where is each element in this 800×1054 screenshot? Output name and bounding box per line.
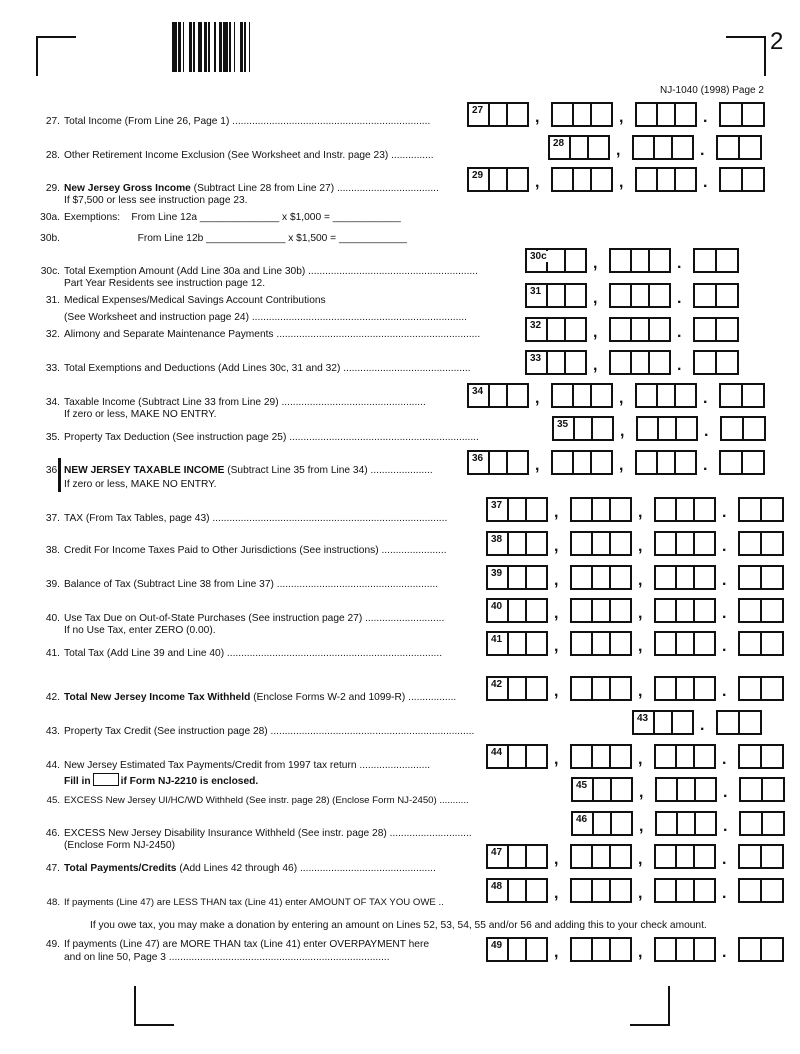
- line-28: [20, 150, 434, 162]
- digit-group-box[interactable]: [636, 416, 698, 441]
- cents-box[interactable]: [738, 937, 784, 962]
- fill-in-label: Fill in: [64, 776, 91, 787]
- thousands-comma: ,: [554, 638, 559, 655]
- line-text: Exemptions: From Line 12a ______________ x $1,000 = ____________: [64, 212, 401, 223]
- cents-box[interactable]: [738, 844, 784, 869]
- cents-box[interactable]: [738, 676, 784, 701]
- digit-group-box[interactable]: [632, 135, 694, 160]
- line-bold-text: Total New Jersey Income Tax Withheld: [64, 692, 251, 703]
- thousands-comma: ,: [638, 605, 643, 622]
- line-text: Property Tax Deduction (See instruction page 25) ...................................................................: [64, 432, 479, 443]
- box-line-label: 41: [491, 634, 503, 645]
- cents-box[interactable]: [693, 283, 739, 308]
- box-line-label: 39: [491, 568, 503, 579]
- decimal-point: .: [722, 605, 727, 622]
- line-text: TAX (From Tax Tables, page 43) ...................................................................................: [64, 513, 448, 524]
- corner-mark-top-left: [36, 36, 76, 76]
- box-line-label: 30c: [530, 251, 547, 262]
- digit-group-box[interactable]: [609, 283, 671, 308]
- line-29: [20, 183, 439, 195]
- line-text: Balance of Tax (Subtract Line 38 from Line 37) .........................................................: [64, 579, 439, 590]
- thousands-comma: ,: [638, 885, 643, 902]
- cents-box[interactable]: [738, 497, 784, 522]
- line-text: (Subtract Line 35 from Line 34) ......................: [224, 465, 433, 476]
- digit-group-box[interactable]: [551, 102, 613, 127]
- digit-group-box[interactable]: [609, 317, 671, 342]
- line-number: 44.: [45, 760, 60, 771]
- line-46-note: (Enclose Form NJ-2450): [64, 840, 175, 851]
- line-30b: [20, 233, 407, 245]
- thousands-comma: ,: [554, 683, 559, 700]
- line-text: Total Exemptions and Deductions (Add Lines 30c, 31 and 32) .............................................: [64, 363, 471, 374]
- box-line-label: 45: [576, 780, 588, 791]
- cents-box[interactable]: [738, 531, 784, 556]
- line-text: New Jersey Estimated Tax Payments/Credit from 1997 tax return .........................: [64, 760, 431, 771]
- line-number: 45.: [46, 795, 60, 806]
- line-number: 31.: [45, 295, 60, 306]
- line-text: EXCESS New Jersey UI/HC/WD Withheld (See instr. page 28) (Enclose Form NJ-2450) ...........: [64, 795, 469, 806]
- box-line-label: 49: [491, 940, 503, 951]
- digit-group-box[interactable]: [570, 565, 632, 590]
- digit-group-box[interactable]: [570, 598, 632, 623]
- digit-group-box[interactable]: [551, 167, 613, 192]
- decimal-point: .: [677, 357, 682, 374]
- line-text: EXCESS New Jersey Disability Insurance Withheld (See instr. page 28) .............................: [64, 828, 472, 839]
- cents-box[interactable]: [719, 383, 765, 408]
- line-49-note: and on line 50, Page 3 ..............................................................................: [64, 952, 390, 963]
- line-42: [20, 692, 456, 704]
- thousands-comma: ,: [638, 638, 643, 655]
- digit-group-box[interactable]: [570, 744, 632, 769]
- cents-box[interactable]: [720, 416, 766, 441]
- thousands-comma: ,: [638, 683, 643, 700]
- line-48: [20, 897, 444, 909]
- line-text: (Subtract Line 28 from Line 27) ....................................: [190, 183, 439, 194]
- digit-group-box[interactable]: [635, 167, 697, 192]
- line-text: From Line 12b ______________ x $1,500 = ____________: [64, 233, 407, 244]
- cents-box[interactable]: [738, 631, 784, 656]
- line-34-note: If zero or less, MAKE NO ENTRY.: [64, 409, 217, 420]
- thousands-comma: ,: [639, 784, 644, 801]
- digit-group-box[interactable]: [654, 598, 716, 623]
- line-35: [20, 432, 479, 444]
- decimal-point: .: [722, 638, 727, 655]
- decimal-point: .: [677, 324, 682, 341]
- cents-box[interactable]: [716, 135, 762, 160]
- thousands-comma: ,: [638, 944, 643, 961]
- decimal-point: .: [703, 109, 708, 126]
- digit-group-box[interactable]: [570, 844, 632, 869]
- line-number: 41.: [45, 648, 60, 659]
- thousands-comma: ,: [554, 538, 559, 555]
- thousands-comma: ,: [620, 423, 625, 440]
- thousands-comma: ,: [619, 457, 624, 474]
- line-29-note: If $7,500 or less see instruction page 23.: [64, 195, 248, 206]
- corner-mark-bottom-right: [630, 986, 670, 1026]
- decimal-point: .: [700, 717, 705, 734]
- decimal-point: .: [703, 174, 708, 191]
- box-line-label: 35: [557, 419, 569, 430]
- cents-box[interactable]: [738, 598, 784, 623]
- box-line-label: 40: [491, 601, 503, 612]
- line-text: (Add Lines 42 through 46) ................................................: [176, 863, 436, 874]
- decimal-point: .: [677, 290, 682, 307]
- decimal-point: .: [722, 683, 727, 700]
- thousands-comma: ,: [638, 751, 643, 768]
- digit-group-box[interactable]: [570, 497, 632, 522]
- box-line-label: 47: [491, 847, 503, 858]
- decimal-point: .: [722, 572, 727, 589]
- decimal-point: .: [723, 784, 728, 801]
- decimal-point: .: [722, 944, 727, 961]
- box-line-label: 36: [472, 453, 484, 464]
- line-number: 30b.: [40, 233, 60, 244]
- line-43: [20, 726, 474, 738]
- box-line-label: 28: [553, 138, 565, 149]
- donation-note: If you owe tax, you may make a donation by entering an amount on Lines 52, 53, 54, 55 and/or 56 and adding this to your check amount.: [90, 920, 707, 931]
- line-text: (Enclose Forms W-2 and 1099-R) .................: [250, 692, 457, 703]
- box-line-label: 48: [491, 881, 503, 892]
- line-text: If payments (Line 47) are MORE THAN tax (Line 41) enter OVERPAYMENT here: [64, 939, 430, 950]
- thousands-comma: ,: [616, 142, 621, 159]
- cents-box[interactable]: [693, 248, 739, 273]
- box-line-label: 29: [472, 170, 484, 181]
- line-number: 48.: [46, 897, 60, 908]
- line-49: [20, 939, 429, 951]
- cents-box[interactable]: [719, 102, 765, 127]
- line-number: 35.: [45, 432, 60, 443]
- thousands-comma: ,: [535, 390, 540, 407]
- line-32: [20, 329, 480, 341]
- digit-group-box[interactable]: [609, 248, 671, 273]
- decimal-point: .: [722, 751, 727, 768]
- thousands-comma: ,: [619, 109, 624, 126]
- corner-mark-top-right: [726, 36, 766, 76]
- thousands-comma: ,: [593, 290, 598, 307]
- line-text: Other Retirement Income Exclusion (See Worksheet and Instr. page 23) ...............: [64, 150, 434, 161]
- thousands-comma: ,: [554, 851, 559, 868]
- line-number: 37.: [45, 513, 60, 524]
- digit-group-box[interactable]: [570, 676, 632, 701]
- decimal-point: .: [723, 818, 728, 835]
- decimal-point: .: [677, 255, 682, 272]
- line-number: 43.: [45, 726, 60, 737]
- box-line-label: 44: [491, 747, 503, 758]
- line-text: Total Income (From Line 26, Page 1) ......................................................................: [64, 116, 431, 127]
- line-text: Taxable Income (Subtract Line 33 from Line 29) ...................................................: [64, 397, 426, 408]
- line-36: [20, 465, 433, 477]
- thousands-comma: ,: [638, 538, 643, 555]
- cents-box[interactable]: [738, 744, 784, 769]
- line-number: 42.: [45, 692, 60, 703]
- digit-group-box[interactable]: [654, 744, 716, 769]
- box-line-label: 43: [637, 713, 649, 724]
- line-text: If payments (Line 47) are LESS THAN tax (Line 41) enter AMOUNT OF TAX YOU OWE ..: [64, 897, 444, 908]
- cents-box[interactable]: [719, 167, 765, 192]
- line-44: [20, 760, 430, 772]
- line-bold-text: New Jersey Gross Income: [64, 183, 191, 194]
- line-37: [20, 513, 447, 525]
- thousands-comma: ,: [554, 605, 559, 622]
- line-27: [20, 116, 430, 128]
- decimal-point: .: [722, 538, 727, 555]
- box-line-label: 38: [491, 534, 503, 545]
- digit-group-box[interactable]: [635, 383, 697, 408]
- line-text: Alimony and Separate Maintenance Payments ........................................................................: [64, 329, 481, 340]
- nj-2210-checkbox[interactable]: [93, 773, 119, 786]
- digit-group-box[interactable]: [635, 102, 697, 127]
- thousands-comma: ,: [619, 390, 624, 407]
- line-number: 36.: [45, 465, 60, 476]
- line-number: 34.: [45, 397, 60, 408]
- decimal-point: .: [722, 885, 727, 902]
- line-text: Total Tax (Add Line 39 and Line 40) ............................................................................: [64, 648, 443, 659]
- thousands-comma: ,: [554, 944, 559, 961]
- cents-box[interactable]: [693, 350, 739, 375]
- box-line-label: 33: [530, 353, 542, 364]
- thousands-comma: ,: [535, 109, 540, 126]
- line-text: Use Tax Due on Out-of-State Purchases (See instruction page 27) ............................: [64, 613, 445, 624]
- line-47: [20, 863, 436, 875]
- line-38: [20, 545, 447, 557]
- cents-box[interactable]: [716, 710, 762, 735]
- line-30a: [20, 212, 401, 224]
- box-line-label: 31: [530, 286, 542, 297]
- line-46: [20, 828, 472, 840]
- digit-group-box[interactable]: [570, 937, 632, 962]
- decimal-point: .: [700, 142, 705, 159]
- digit-group-box[interactable]: [655, 811, 717, 836]
- line-33: [20, 363, 471, 375]
- line-number: 40.: [45, 613, 60, 624]
- line-number: 47.: [45, 863, 60, 874]
- digit-group-box[interactable]: [570, 631, 632, 656]
- line-number: 33.: [45, 363, 60, 374]
- thousands-comma: ,: [593, 357, 598, 374]
- thousands-comma: ,: [638, 572, 643, 589]
- corner-mark-bottom-left: [134, 986, 174, 1026]
- thousands-comma: ,: [535, 174, 540, 191]
- cents-box[interactable]: [693, 317, 739, 342]
- digit-group-box[interactable]: [654, 531, 716, 556]
- barcode: [172, 22, 296, 72]
- line-40-note: If no Use Tax, enter ZERO (0.00).: [64, 625, 216, 636]
- line-bold-text: NEW JERSEY TAXABLE INCOME: [64, 465, 225, 476]
- digit-group-box[interactable]: [654, 631, 716, 656]
- digit-group-box[interactable]: [654, 844, 716, 869]
- thousands-comma: ,: [593, 255, 598, 272]
- line-bold-text: Total Payments/Credits: [64, 863, 177, 874]
- fill-in-suffix: if Form NJ-2210 is enclosed.: [120, 776, 259, 787]
- line-number: 27.: [45, 116, 60, 127]
- cents-box[interactable]: [738, 878, 784, 903]
- thousands-comma: ,: [593, 324, 598, 341]
- line-text: Medical Expenses/Medical Savings Account Contributions: [64, 295, 326, 306]
- thousands-comma: ,: [554, 885, 559, 902]
- line-number: 32.: [45, 329, 60, 340]
- line-number: 39.: [45, 579, 60, 590]
- line-36-note: If zero or less, MAKE NO ENTRY.: [64, 479, 217, 490]
- decimal-point: .: [703, 390, 708, 407]
- decimal-point: .: [722, 851, 727, 868]
- digit-group-box[interactable]: [551, 450, 613, 475]
- thousands-comma: ,: [554, 751, 559, 768]
- decimal-point: .: [703, 457, 708, 474]
- thousands-comma: ,: [554, 504, 559, 521]
- box-line-label: 27: [472, 105, 484, 116]
- page-number: 2: [770, 28, 784, 55]
- digit-group-box[interactable]: [654, 878, 716, 903]
- line-number: 28.: [45, 150, 60, 161]
- line-text: Credit For Income Taxes Paid to Other Jurisdictions (See instructions) .......................: [64, 545, 447, 556]
- line-39: [20, 579, 438, 591]
- digit-group-box[interactable]: [551, 383, 613, 408]
- decimal-point: .: [704, 423, 709, 440]
- line-number: 29.: [45, 183, 60, 194]
- line-number: 38.: [45, 545, 60, 556]
- digit-group-box[interactable]: [654, 676, 716, 701]
- digit-group-box[interactable]: [635, 450, 697, 475]
- digit-group-box[interactable]: [654, 937, 716, 962]
- line-text: Total Exemption Amount (Add Line 30a and Line 30b) ............................................................: [64, 266, 478, 277]
- box-line-label: 34: [472, 386, 484, 397]
- cents-box[interactable]: [739, 777, 785, 802]
- digit-group-box[interactable]: [570, 878, 632, 903]
- cents-box[interactable]: [739, 811, 785, 836]
- line-31: [20, 295, 326, 307]
- cents-box[interactable]: [738, 565, 784, 590]
- line-number: 30c.: [40, 266, 60, 277]
- box-line-label: 37: [491, 500, 503, 511]
- thousands-comma: ,: [554, 572, 559, 589]
- line-40: [20, 613, 444, 625]
- form-id: NJ-1040 (1998) Page 2: [660, 85, 764, 96]
- line-44-note: [64, 773, 258, 788]
- box-line-label: 42: [491, 679, 503, 690]
- digit-group-box[interactable]: [654, 497, 716, 522]
- thousands-comma: ,: [619, 174, 624, 191]
- line-number: 46.: [45, 828, 60, 839]
- line-45: [20, 795, 469, 807]
- line-text: Property Tax Credit (See instruction page 28) ........................................................................: [64, 726, 475, 737]
- thousands-comma: ,: [639, 818, 644, 835]
- line-41: [20, 648, 442, 660]
- thousands-comma: ,: [638, 504, 643, 521]
- thousands-comma: ,: [638, 851, 643, 868]
- digit-group-box[interactable]: [570, 531, 632, 556]
- digit-group-box[interactable]: [655, 777, 717, 802]
- line-31-note: (See Worksheet and instruction page 24) ............................................................................: [64, 312, 467, 323]
- thousands-comma: ,: [535, 457, 540, 474]
- digit-group-box[interactable]: [654, 565, 716, 590]
- line-30c: [20, 266, 478, 278]
- cents-box[interactable]: [719, 450, 765, 475]
- box-line-label: 46: [576, 814, 588, 825]
- line-30c-note: Part Year Residents see instruction page 12.: [64, 278, 266, 289]
- line-number: 49.: [45, 939, 60, 950]
- line-34: [20, 397, 426, 409]
- box-line-label: 32: [530, 320, 542, 331]
- line-number: 30a.: [40, 212, 60, 223]
- decimal-point: .: [722, 504, 727, 521]
- digit-group-box[interactable]: [609, 350, 671, 375]
